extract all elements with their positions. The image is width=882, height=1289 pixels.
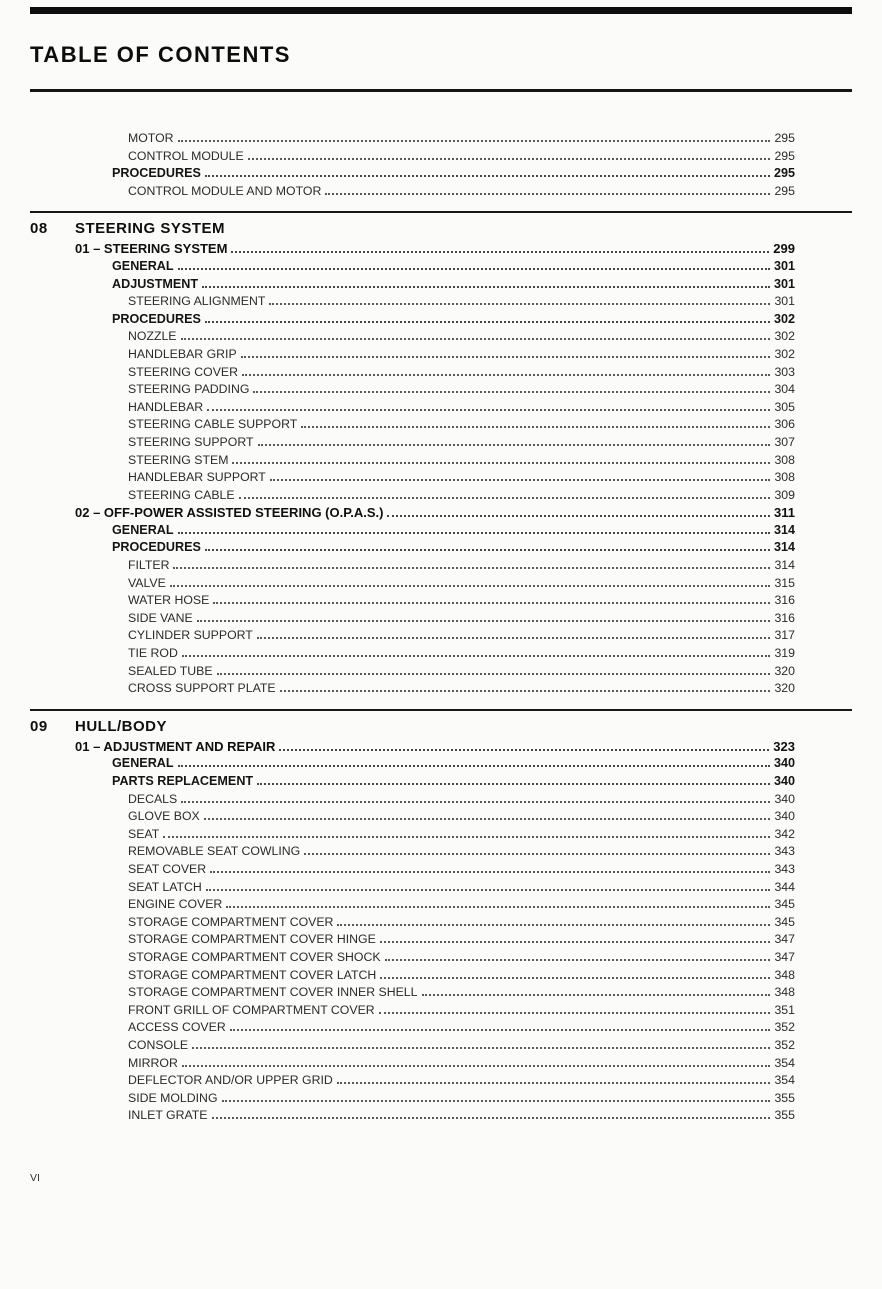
dot-leader [197, 620, 771, 622]
toc-entry-page: 343 [774, 861, 795, 876]
toc-entry-page: 304 [774, 382, 795, 397]
toc-entry [30, 557, 795, 575]
toc-entry [30, 293, 795, 311]
toc-entry-page: 314 [773, 540, 795, 555]
toc-entry-page: 348 [774, 985, 795, 1000]
toc-entry [30, 364, 795, 382]
dot-leader [422, 994, 771, 996]
toc-entry-page: 355 [774, 1090, 795, 1105]
toc-entry-page: 343 [774, 844, 795, 859]
toc-entry-page: 303 [774, 364, 795, 379]
dot-leader [257, 783, 770, 785]
toc-entry-label: 01 – ADJUSTMENT AND REPAIR [75, 738, 276, 754]
toc-entry [30, 627, 795, 645]
toc-entry-label: ADJUSTMENT [112, 276, 199, 291]
dot-leader [253, 391, 770, 393]
dot-leader [301, 426, 770, 428]
dot-leader [231, 251, 769, 253]
dot-leader [380, 977, 770, 979]
toc-entry-page: 301 [773, 276, 795, 291]
dot-leader [269, 303, 770, 305]
toc-entry-label: STORAGE COMPARTMENT COVER [128, 914, 334, 929]
toc-entry-page: 342 [774, 826, 795, 841]
toc-entry [30, 914, 795, 932]
toc-entry-page: 355 [774, 1108, 795, 1123]
toc-section [30, 709, 795, 1125]
toc-entry-label: HANDLEBAR [128, 399, 204, 414]
toc-entry-label: STEERING CABLE [128, 487, 235, 502]
toc-entry-label: STORAGE COMPARTMENT COVER SHOCK [128, 949, 381, 964]
toc-entry-page: 315 [774, 575, 795, 590]
toc-entry-page: 347 [774, 932, 795, 947]
toc-entry-page: 351 [774, 1002, 795, 1017]
title-rule [30, 89, 852, 92]
toc-entry [30, 826, 795, 844]
toc-entry-label: VALVE [128, 575, 166, 590]
top-rule [30, 7, 852, 14]
dot-leader [241, 356, 771, 358]
toc-entry-label: STEERING COVER [128, 364, 239, 379]
page-title: TABLE OF CONTENTS [30, 42, 291, 67]
dot-leader [210, 871, 770, 873]
dot-leader [337, 1082, 771, 1084]
toc-entry [30, 967, 795, 985]
toc-entry [30, 1019, 795, 1037]
section-number: 09 [30, 717, 48, 735]
toc-entry [30, 130, 795, 148]
toc-entry-label: INLET GRATE [128, 1108, 208, 1123]
dot-leader [207, 409, 770, 411]
toc-entry [30, 539, 795, 557]
dot-leader [270, 479, 771, 481]
toc-entry-label: GENERAL [112, 756, 174, 771]
toc-entry [30, 522, 795, 540]
toc-section [30, 211, 795, 697]
dot-leader [178, 140, 771, 142]
dot-leader [178, 532, 770, 534]
toc-entry [30, 258, 795, 276]
dot-leader [325, 193, 770, 195]
dot-leader [280, 690, 771, 692]
toc-entry [30, 879, 795, 897]
toc-entry [30, 1055, 795, 1073]
toc-entry-label: ENGINE COVER [128, 897, 223, 912]
toc-entry [30, 1090, 795, 1108]
toc-entry-page: 319 [774, 646, 795, 661]
toc-entry-label: STEERING SUPPORT [128, 434, 254, 449]
toc-entry-label: SEALED TUBE [128, 663, 213, 678]
dot-leader [205, 175, 770, 177]
toc-entry [30, 738, 795, 756]
section-title: STEERING SYSTEM [75, 220, 226, 238]
toc-entry [30, 610, 795, 628]
toc-entry-page: 306 [774, 417, 795, 432]
toc-entry-label: GENERAL [112, 522, 174, 537]
dot-leader [205, 321, 770, 323]
dot-leader [232, 462, 770, 464]
toc-entry-label: MIRROR [128, 1055, 178, 1070]
toc-entry-label: STEERING ALIGNMENT [128, 294, 266, 309]
dot-leader [379, 1012, 771, 1014]
dot-leader [163, 836, 770, 838]
toc-entry-label: SEAT COVER [128, 861, 207, 876]
toc-entry [30, 487, 795, 505]
toc-entry-page: 347 [774, 949, 795, 964]
dot-leader [222, 1100, 771, 1102]
toc-list [30, 130, 795, 1125]
toc-entry [30, 469, 795, 487]
toc-entry-page: 295 [774, 183, 795, 198]
dot-leader [248, 158, 771, 160]
dot-leader [182, 1065, 771, 1067]
toc-entry-label: CONTROL MODULE AND MOTOR [128, 183, 322, 198]
toc-entry-label: STEERING PADDING [128, 382, 250, 397]
section-divider [30, 211, 852, 213]
toc-entry [30, 148, 795, 166]
section-number: 08 [30, 220, 48, 238]
dot-leader [217, 673, 771, 675]
toc-section [30, 130, 795, 200]
toc-entry [30, 276, 795, 294]
toc-entry-label: GLOVE BOX [128, 809, 200, 824]
section-title: HULL/BODY [75, 717, 167, 735]
toc-entry-label: STORAGE COMPARTMENT COVER INNER SHELL [128, 985, 418, 1000]
toc-entry-page: 340 [773, 756, 795, 771]
toc-entry [30, 416, 795, 434]
toc-entry-page: 301 [774, 294, 795, 309]
toc-entry-page: 301 [773, 258, 795, 273]
dot-leader [304, 853, 770, 855]
toc-entry-page: 354 [774, 1073, 795, 1088]
dot-leader [258, 444, 771, 446]
toc-entry-label: PARTS REPLACEMENT [112, 774, 254, 788]
toc-entry [30, 346, 795, 364]
toc-entry [30, 183, 795, 201]
dot-leader [387, 515, 770, 517]
dot-leader [206, 889, 771, 891]
toc-entry-page: 314 [773, 522, 795, 537]
dot-leader [173, 567, 770, 569]
toc-entry-label: MOTOR [128, 131, 174, 145]
toc-entry-label: WATER HOSE [128, 593, 210, 608]
dot-leader [337, 924, 770, 926]
toc-entry-page: 317 [774, 628, 795, 643]
dot-leader [204, 818, 771, 820]
toc-entry-page: 302 [774, 346, 795, 361]
toc-entry-label: 02 – OFF-POWER ASSISTED STEERING (O.P.A.S.) [75, 505, 384, 521]
toc-entry-page: 340 [774, 809, 795, 824]
dot-leader [178, 268, 770, 270]
toc-entry [30, 843, 795, 861]
toc-entry-label: STORAGE COMPARTMENT COVER HINGE [128, 932, 376, 947]
toc-entry-label: NOZZLE [128, 329, 177, 344]
toc-entry-label: FILTER [128, 558, 170, 573]
section-header [30, 718, 795, 735]
toc-entry [30, 165, 795, 183]
toc-entry-label: PROCEDURES [112, 311, 201, 326]
toc-entry-label: CYLINDER SUPPORT [128, 628, 253, 643]
section-header [30, 220, 795, 237]
toc-entry [30, 504, 795, 522]
toc-entry-page: 320 [774, 681, 795, 696]
section-divider [30, 709, 852, 711]
toc-entry-page: 316 [774, 610, 795, 625]
toc-entry-page: 299 [773, 241, 795, 257]
dot-leader [202, 286, 770, 288]
toc-entry-label: SEAT LATCH [128, 879, 202, 894]
toc-entry-page: 344 [774, 879, 795, 894]
toc-entry [30, 931, 795, 949]
toc-entry-page: 352 [774, 1037, 795, 1052]
toc-entry [30, 311, 795, 329]
dot-leader [205, 549, 770, 551]
toc-entry-label: CONSOLE [128, 1037, 189, 1052]
toc-entry-label: DEFLECTOR AND/OR UPPER GRID [128, 1073, 333, 1088]
toc-entry-label: PROCEDURES [112, 540, 201, 555]
dot-leader [380, 941, 771, 943]
toc-entry-label: DECALS [128, 791, 178, 806]
toc-entry [30, 663, 795, 681]
dot-leader [239, 497, 771, 499]
toc-entry [30, 1037, 795, 1055]
dot-leader [182, 655, 771, 657]
toc-entry-label: STEERING STEM [128, 452, 229, 467]
toc-entry-label: CONTROL MODULE [128, 148, 244, 163]
dot-leader [226, 906, 770, 908]
dot-leader [181, 338, 771, 340]
toc-entry [30, 434, 795, 452]
toc-entry-page: 295 [773, 166, 795, 181]
dot-leader [257, 637, 771, 639]
toc-entry [30, 949, 795, 967]
toc-entry [30, 1072, 795, 1090]
toc-entry [30, 1002, 795, 1020]
toc-entry-label: PROCEDURES [112, 166, 201, 181]
dot-leader [178, 765, 770, 767]
toc-entry-label: FRONT GRILL OF COMPARTMENT COVER [128, 1002, 375, 1017]
toc-entry [30, 808, 795, 826]
dot-leader [213, 602, 770, 604]
toc-entry [30, 896, 795, 914]
toc-entry-label: SIDE MOLDING [128, 1090, 218, 1105]
toc-entry-label: GENERAL [112, 258, 174, 273]
toc-entry [30, 680, 795, 698]
page-number-label: VI [30, 1172, 40, 1184]
toc-entry [30, 328, 795, 346]
toc-entry-page: 340 [773, 774, 795, 788]
toc-entry-page: 316 [774, 593, 795, 608]
toc-entry-page: 320 [774, 663, 795, 678]
toc-entry-page: 352 [774, 1020, 795, 1035]
toc-entry-page: 295 [774, 148, 795, 163]
section-entries [30, 130, 795, 200]
toc-entry [30, 381, 795, 399]
toc-entry [30, 399, 795, 417]
toc-entry [30, 773, 795, 791]
toc-entry-page: 345 [774, 897, 795, 912]
toc-entry-label: HANDLEBAR SUPPORT [128, 470, 266, 485]
dot-leader [212, 1117, 771, 1119]
toc-entry-page: 305 [774, 399, 795, 414]
toc-entry-page: 348 [774, 967, 795, 982]
toc-entry-page: 307 [774, 434, 795, 449]
toc-entry [30, 984, 795, 1002]
dot-leader [230, 1029, 771, 1031]
toc-entry-label: STEERING CABLE SUPPORT [128, 417, 298, 432]
toc-entry-page: 302 [773, 311, 795, 326]
toc-entry-label: SIDE VANE [128, 610, 193, 625]
dot-leader [192, 1047, 770, 1049]
toc-entry-page: 311 [774, 505, 795, 521]
toc-entry [30, 592, 795, 610]
toc-entry [30, 755, 795, 773]
dot-leader [279, 749, 769, 751]
toc-entry-page: 302 [774, 329, 795, 344]
toc-entry-page: 323 [773, 738, 795, 754]
dot-leader [181, 801, 770, 803]
toc-entry-page: 308 [774, 470, 795, 485]
toc-entry [30, 240, 795, 258]
dot-leader [385, 959, 771, 961]
toc-entry [30, 645, 795, 663]
toc-entry-label: HANDLEBAR GRIP [128, 346, 237, 361]
toc-entry-label: ACCESS COVER [128, 1020, 226, 1035]
toc-entry-page: 308 [774, 452, 795, 467]
dot-leader [242, 374, 770, 376]
toc-entry-page: 309 [774, 487, 795, 502]
dot-leader [170, 585, 771, 587]
toc-entry-page: 345 [774, 914, 795, 929]
toc-entry-label: STORAGE COMPARTMENT COVER LATCH [128, 967, 377, 982]
toc-entry-page: 354 [774, 1055, 795, 1070]
toc-entry-label: 01 – STEERING SYSTEM [75, 241, 228, 257]
section-entries [30, 240, 795, 697]
toc-entry-label: CROSS SUPPORT PLATE [128, 681, 276, 696]
toc-entry [30, 1107, 795, 1125]
section-entries [30, 738, 795, 1125]
toc-entry-page: 340 [774, 791, 795, 806]
toc-entry [30, 791, 795, 809]
toc-entry [30, 861, 795, 879]
toc-entry [30, 452, 795, 470]
toc-entry-label: REMOVABLE SEAT COWLING [128, 844, 301, 859]
toc-entry-label: TIE ROD [128, 646, 178, 661]
toc-entry [30, 575, 795, 593]
toc-entry-page: 314 [774, 558, 795, 573]
toc-entry-label: SEAT [128, 826, 160, 841]
toc-entry-page: 295 [774, 131, 795, 145]
